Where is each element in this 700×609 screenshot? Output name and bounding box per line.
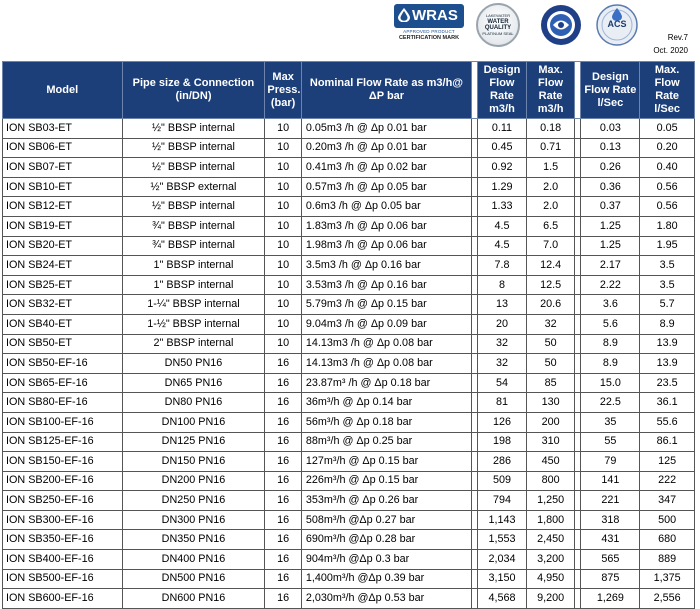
cell-max-flow-m3h: 130 xyxy=(526,393,575,413)
cell-model: ION SB300-EF-16 xyxy=(3,510,123,530)
cell-design-flow-m3h: 0.45 xyxy=(478,138,527,158)
table-row xyxy=(3,314,695,334)
cell-max-flow-ls: 347 xyxy=(640,491,695,511)
cell-model: ION SB150-EF-16 xyxy=(3,452,123,472)
cell-design-flow-ls: 565 xyxy=(581,550,640,570)
revision-info xyxy=(653,31,688,57)
cell-max-flow-ls: 13.9 xyxy=(640,334,695,354)
cell-design-flow-ls: 431 xyxy=(581,530,640,550)
cell-nominal-flow: 508m³/h @Δp 0.27 bar xyxy=(301,510,471,530)
header-model: Model xyxy=(3,62,123,119)
water-quality-brand: LAKEWATER xyxy=(485,13,511,18)
cell-max-pressure: 16 xyxy=(265,491,301,511)
cell-max-flow-ls: 3.5 xyxy=(640,275,695,295)
cell-max-flow-m3h: 2,450 xyxy=(526,530,575,550)
cell-design-flow-m3h: 198 xyxy=(478,432,527,452)
cell-design-flow-m3h: 126 xyxy=(478,412,527,432)
cell-max-pressure: 10 xyxy=(265,197,301,217)
table-row xyxy=(3,119,695,139)
table-row xyxy=(3,216,695,236)
cell-nominal-flow: 226m³/h @ Δp 0.15 bar xyxy=(301,471,471,491)
cell-nominal-flow: 1.98m3 /h @ Δp 0.06 bar xyxy=(301,236,471,256)
cell-max-flow-m3h: 50 xyxy=(526,354,575,374)
cell-design-flow-m3h: 794 xyxy=(478,491,527,511)
cell-pipe-size: DN400 PN16 xyxy=(122,550,265,570)
cell-max-flow-ls: 86.1 xyxy=(640,432,695,452)
cell-design-flow-m3h: 509 xyxy=(478,471,527,491)
cell-pipe-size: DN250 PN16 xyxy=(122,491,265,511)
cell-design-flow-m3h: 20 xyxy=(478,314,527,334)
cell-max-flow-ls: 23.5 xyxy=(640,373,695,393)
cell-model: ION SB200-EF-16 xyxy=(3,471,123,491)
cell-max-flow-m3h: 4,950 xyxy=(526,569,575,589)
cell-pipe-size: DN50 PN16 xyxy=(122,354,265,374)
cell-design-flow-m3h: 1.33 xyxy=(478,197,527,217)
cell-pipe-size: DN600 PN16 xyxy=(122,589,265,609)
cell-max-pressure: 16 xyxy=(265,530,301,550)
cell-nominal-flow: 0.41m3 /h @ Δp 0.02 bar xyxy=(301,158,471,178)
cell-design-flow-ls: 5.6 xyxy=(581,314,640,334)
cell-max-flow-ls: 680 xyxy=(640,530,695,550)
cell-max-flow-m3h: 200 xyxy=(526,412,575,432)
cell-nominal-flow: 88m³/h @ Δp 0.25 bar xyxy=(301,432,471,452)
cell-model: ION SB500-EF-16 xyxy=(3,569,123,589)
cell-max-flow-ls: 8.9 xyxy=(640,314,695,334)
cell-model: ION SB65-EF-16 xyxy=(3,373,123,393)
cell-design-flow-m3h: 1,553 xyxy=(478,530,527,550)
wras-logo-text: WRAS xyxy=(412,7,458,24)
water-drop-icon xyxy=(398,8,410,22)
cell-design-flow-m3h: 54 xyxy=(478,373,527,393)
cell-model: ION SB50-EF-16 xyxy=(3,354,123,374)
cell-max-pressure: 10 xyxy=(265,295,301,315)
table-row xyxy=(3,491,695,511)
cell-max-flow-m3h: 50 xyxy=(526,334,575,354)
cell-max-flow-m3h: 1,800 xyxy=(526,510,575,530)
table-row xyxy=(3,569,695,589)
cell-design-flow-ls: 8.9 xyxy=(581,334,640,354)
cell-nominal-flow: 3.53m3 /h @ Δp 0.16 bar xyxy=(301,275,471,295)
cell-max-flow-m3h: 1.5 xyxy=(526,158,575,178)
cell-max-flow-m3h: 85 xyxy=(526,373,575,393)
table-row xyxy=(3,275,695,295)
cell-max-pressure: 10 xyxy=(265,216,301,236)
cell-model: ION SB350-EF-16 xyxy=(3,530,123,550)
cell-design-flow-ls: 0.26 xyxy=(581,158,640,178)
cell-max-pressure: 16 xyxy=(265,471,301,491)
cell-max-pressure: 16 xyxy=(265,589,301,609)
cell-nominal-flow: 1,400m³/h @Δp 0.39 bar xyxy=(301,569,471,589)
cell-design-flow-ls: 0.13 xyxy=(581,138,640,158)
table-row xyxy=(3,138,695,158)
cell-max-flow-ls: 3.5 xyxy=(640,256,695,276)
cell-pipe-size: DN100 PN16 xyxy=(122,412,265,432)
cell-pipe-size: DN500 PN16 xyxy=(122,569,265,589)
cell-pipe-size: ¾" BBSP internal xyxy=(122,216,265,236)
cell-pipe-size: DN200 PN16 xyxy=(122,471,265,491)
cell-nominal-flow: 0.05m3 /h @ Δp 0.01 bar xyxy=(301,119,471,139)
cell-max-flow-ls: 55.6 xyxy=(640,412,695,432)
header-design-flow-m3h: Design Flow Rate m3/h xyxy=(478,62,527,119)
cell-max-pressure: 16 xyxy=(265,412,301,432)
cell-max-pressure: 10 xyxy=(265,119,301,139)
cell-max-flow-ls: 0.20 xyxy=(640,138,695,158)
table-row xyxy=(3,334,695,354)
wras-logo-subtitle: APPROVED PRODUCT xyxy=(403,29,455,34)
cell-max-flow-ls: 1.80 xyxy=(640,216,695,236)
cell-design-flow-ls: 2.22 xyxy=(581,275,640,295)
cell-max-flow-m3h: 2.0 xyxy=(526,177,575,197)
cell-max-flow-m3h: 3,200 xyxy=(526,550,575,570)
cell-max-flow-m3h: 2.0 xyxy=(526,197,575,217)
cell-nominal-flow: 904m³/h @Δp 0.3 bar xyxy=(301,550,471,570)
cell-design-flow-m3h: 32 xyxy=(478,354,527,374)
acs-logo-text: ACS xyxy=(607,19,627,29)
cell-max-pressure: 10 xyxy=(265,275,301,295)
cell-max-flow-ls: 889 xyxy=(640,550,695,570)
cell-max-flow-ls: 1,375 xyxy=(640,569,695,589)
cell-max-flow-m3h: 12.5 xyxy=(526,275,575,295)
cell-design-flow-m3h: 0.11 xyxy=(478,119,527,139)
cell-model: ION SB400-EF-16 xyxy=(3,550,123,570)
cell-model: ION SB50-ET xyxy=(3,334,123,354)
cell-max-flow-ls: 5.7 xyxy=(640,295,695,315)
table-body xyxy=(3,119,695,609)
cell-design-flow-m3h: 1.29 xyxy=(478,177,527,197)
header-max-pressure: Max Press. (bar) xyxy=(265,62,301,119)
cell-max-pressure: 10 xyxy=(265,158,301,178)
cell-design-flow-ls: 79 xyxy=(581,452,640,472)
table-row xyxy=(3,177,695,197)
wras-logo xyxy=(394,4,464,46)
cell-max-flow-m3h: 32 xyxy=(526,314,575,334)
cell-max-pressure: 16 xyxy=(265,373,301,393)
cell-max-flow-m3h: 0.71 xyxy=(526,138,575,158)
table-row xyxy=(3,452,695,472)
cell-design-flow-m3h: 2,034 xyxy=(478,550,527,570)
cell-design-flow-ls: 35 xyxy=(581,412,640,432)
cell-max-pressure: 16 xyxy=(265,569,301,589)
cell-design-flow-ls: 141 xyxy=(581,471,640,491)
cell-max-pressure: 10 xyxy=(265,256,301,276)
cell-model: ION SB125-EF-16 xyxy=(3,432,123,452)
cell-max-pressure: 16 xyxy=(265,354,301,374)
cell-pipe-size: DN80 PN16 xyxy=(122,393,265,413)
cell-max-flow-ls: 1.95 xyxy=(640,236,695,256)
cell-model: ION SB03-ET xyxy=(3,119,123,139)
wras-logo-caption: CERTIFICATION MARK xyxy=(398,35,460,41)
certification-logos xyxy=(390,2,690,48)
cell-pipe-size: DN150 PN16 xyxy=(122,452,265,472)
cell-model: ION SB80-EF-16 xyxy=(3,393,123,413)
cell-pipe-size: DN300 PN16 xyxy=(122,510,265,530)
cell-model: ION SB600-EF-16 xyxy=(3,589,123,609)
cell-nominal-flow: 14.13m3 /h @ Δp 0.08 bar xyxy=(301,354,471,374)
cell-design-flow-ls: 55 xyxy=(581,432,640,452)
table-row xyxy=(3,550,695,570)
cell-nominal-flow: 36m³/h @ Δp 0.14 bar xyxy=(301,393,471,413)
cell-max-pressure: 10 xyxy=(265,314,301,334)
cell-model: ION SB24-ET xyxy=(3,256,123,276)
cell-max-flow-m3h: 7.0 xyxy=(526,236,575,256)
cell-max-flow-ls: 500 xyxy=(640,510,695,530)
cell-design-flow-ls: 15.0 xyxy=(581,373,640,393)
flow-rate-spec-table xyxy=(2,61,695,609)
header-nominal-flow: Nominal Flow Rate as m3/h@ ΔP bar xyxy=(301,62,471,119)
cell-design-flow-m3h: 7.8 xyxy=(478,256,527,276)
cell-max-flow-ls: 0.05 xyxy=(640,119,695,139)
cell-max-flow-m3h: 6.5 xyxy=(526,216,575,236)
revision-label: Rev.7 xyxy=(667,33,688,42)
cell-design-flow-ls: 221 xyxy=(581,491,640,511)
cell-design-flow-m3h: 4,568 xyxy=(478,589,527,609)
cell-max-flow-m3h: 20.6 xyxy=(526,295,575,315)
cell-max-pressure: 16 xyxy=(265,550,301,570)
cell-model: ION SB20-ET xyxy=(3,236,123,256)
table-row xyxy=(3,393,695,413)
water-quality-seal xyxy=(476,3,524,47)
table-row xyxy=(3,510,695,530)
cell-max-flow-ls: 0.40 xyxy=(640,158,695,178)
table-row xyxy=(3,354,695,374)
cell-pipe-size: 1-½" BBSP internal xyxy=(122,314,265,334)
cell-design-flow-m3h: 1,143 xyxy=(478,510,527,530)
cell-max-flow-m3h: 9,200 xyxy=(526,589,575,609)
cell-max-flow-m3h: 800 xyxy=(526,471,575,491)
cell-model: ION SB06-ET xyxy=(3,138,123,158)
cell-design-flow-m3h: 8 xyxy=(478,275,527,295)
cell-max-pressure: 10 xyxy=(265,138,301,158)
cell-max-pressure: 16 xyxy=(265,452,301,472)
table-row xyxy=(3,236,695,256)
cell-max-flow-ls: 222 xyxy=(640,471,695,491)
cell-nominal-flow: 3.5m3 /h @ Δp 0.16 bar xyxy=(301,256,471,276)
cell-design-flow-ls: 0.03 xyxy=(581,119,640,139)
cell-max-flow-ls: 2,556 xyxy=(640,589,695,609)
cell-nominal-flow: 5.79m3 /h @ Δp 0.15 bar xyxy=(301,295,471,315)
cell-model: ION SB40-ET xyxy=(3,314,123,334)
cell-max-pressure: 16 xyxy=(265,393,301,413)
cell-design-flow-ls: 22.5 xyxy=(581,393,640,413)
table-row xyxy=(3,412,695,432)
water-quality-subtitle: PLATINUM SEAL xyxy=(482,31,514,36)
cell-pipe-size: ¾" BBSP internal xyxy=(122,236,265,256)
cell-design-flow-ls: 2.17 xyxy=(581,256,640,276)
cell-model: ION SB07-ET xyxy=(3,158,123,178)
header-pipe-size: Pipe size & Connection (in/DN) xyxy=(122,62,265,119)
cell-max-pressure: 10 xyxy=(265,334,301,354)
cell-nominal-flow: 23.87m³ /h @ Δp 0.18 bar xyxy=(301,373,471,393)
cell-nominal-flow: 9.04m3 /h @ Δp 0.09 bar xyxy=(301,314,471,334)
cell-design-flow-ls: 0.36 xyxy=(581,177,640,197)
table-row xyxy=(3,256,695,276)
cell-nominal-flow: 0.6m3 /h @ Δp 0.05 bar xyxy=(301,197,471,217)
cell-max-flow-ls: 0.56 xyxy=(640,197,695,217)
header-design-flow-ls: Design Flow Rate l/Sec xyxy=(581,62,640,119)
table-row xyxy=(3,589,695,609)
cell-nominal-flow: 56m³/h @ Δp 0.18 bar xyxy=(301,412,471,432)
cell-design-flow-m3h: 32 xyxy=(478,334,527,354)
cell-nominal-flow: 0.20m3 /h @ Δp 0.01 bar xyxy=(301,138,471,158)
cell-design-flow-m3h: 3,150 xyxy=(478,569,527,589)
cell-design-flow-ls: 1,269 xyxy=(581,589,640,609)
cell-design-flow-m3h: 4.5 xyxy=(478,236,527,256)
cell-pipe-size: DN125 PN16 xyxy=(122,432,265,452)
cell-nominal-flow: 690m³/h @Δp 0.28 bar xyxy=(301,530,471,550)
cell-nominal-flow: 0.57m3 /h @ Δp 0.05 bar xyxy=(301,177,471,197)
cell-max-flow-m3h: 450 xyxy=(526,452,575,472)
cell-pipe-size: DN350 PN16 xyxy=(122,530,265,550)
cell-max-flow-m3h: 12.4 xyxy=(526,256,575,276)
cell-model: ION SB100-EF-16 xyxy=(3,412,123,432)
certification-seal-icon xyxy=(540,4,582,46)
header-max-flow-ls: Max. Flow Rate l/Sec xyxy=(640,62,695,119)
acs-seal xyxy=(596,4,638,46)
cell-design-flow-ls: 8.9 xyxy=(581,354,640,374)
cell-design-flow-ls: 875 xyxy=(581,569,640,589)
cell-pipe-size: ½" BBSP internal xyxy=(122,119,265,139)
cell-max-flow-m3h: 0.18 xyxy=(526,119,575,139)
cell-pipe-size: 2" BBSP internal xyxy=(122,334,265,354)
table-row xyxy=(3,432,695,452)
cell-max-flow-m3h: 1,250 xyxy=(526,491,575,511)
cell-pipe-size: ½" BBSP internal xyxy=(122,138,265,158)
table-row xyxy=(3,530,695,550)
cell-model: ION SB32-ET xyxy=(3,295,123,315)
wras-reg-seal xyxy=(540,4,582,46)
cell-design-flow-ls: 1.25 xyxy=(581,236,640,256)
cell-model: ION SB19-ET xyxy=(3,216,123,236)
table-row xyxy=(3,158,695,178)
table-row xyxy=(3,295,695,315)
cell-pipe-size: 1" BBSP internal xyxy=(122,256,265,276)
cell-pipe-size: ½" BBSP internal xyxy=(122,197,265,217)
cell-max-flow-ls: 0.56 xyxy=(640,177,695,197)
cell-design-flow-m3h: 286 xyxy=(478,452,527,472)
cell-design-flow-ls: 0.37 xyxy=(581,197,640,217)
cell-pipe-size: ½" BBSP external xyxy=(122,177,265,197)
table-header-row xyxy=(3,62,695,119)
cell-design-flow-m3h: 13 xyxy=(478,295,527,315)
cell-pipe-size: ½" BBSP internal xyxy=(122,158,265,178)
table-row xyxy=(3,197,695,217)
cell-max-flow-ls: 36.1 xyxy=(640,393,695,413)
cell-design-flow-ls: 3.6 xyxy=(581,295,640,315)
cell-pipe-size: 1-¼" BBSP internal xyxy=(122,295,265,315)
cell-model: ION SB25-ET xyxy=(3,275,123,295)
cell-max-pressure: 16 xyxy=(265,432,301,452)
table-row xyxy=(3,471,695,491)
cell-max-pressure: 16 xyxy=(265,510,301,530)
cell-model: ION SB250-EF-16 xyxy=(3,491,123,511)
cell-max-pressure: 10 xyxy=(265,236,301,256)
cell-design-flow-m3h: 81 xyxy=(478,393,527,413)
cell-pipe-size: 1" BBSP internal xyxy=(122,275,265,295)
cell-max-flow-ls: 13.9 xyxy=(640,354,695,374)
header-max-flow-m3h: Max. Flow Rate m3/h xyxy=(526,62,575,119)
cell-model: ION SB12-ET xyxy=(3,197,123,217)
cell-nominal-flow: 2,030m³/h @Δp 0.53 bar xyxy=(301,589,471,609)
table-row xyxy=(3,373,695,393)
water-quality-name: WATER QUALITY xyxy=(484,19,512,31)
cell-nominal-flow: 14.13m3 /h @ Δp 0.08 bar xyxy=(301,334,471,354)
cell-design-flow-m3h: 0.92 xyxy=(478,158,527,178)
cell-max-pressure: 10 xyxy=(265,177,301,197)
cell-max-flow-ls: 125 xyxy=(640,452,695,472)
cell-nominal-flow: 127m³/h @ Δp 0.15 bar xyxy=(301,452,471,472)
cell-max-flow-m3h: 310 xyxy=(526,432,575,452)
cell-design-flow-m3h: 4.5 xyxy=(478,216,527,236)
cell-design-flow-ls: 318 xyxy=(581,510,640,530)
cell-nominal-flow: 353m³/h @ Δp 0.26 bar xyxy=(301,491,471,511)
cell-model: ION SB10-ET xyxy=(3,177,123,197)
revision-date: Oct. 2020 xyxy=(653,46,688,55)
cell-pipe-size: DN65 PN16 xyxy=(122,373,265,393)
cell-design-flow-ls: 1.25 xyxy=(581,216,640,236)
cell-nominal-flow: 1.83m3 /h @ Δp 0.06 bar xyxy=(301,216,471,236)
